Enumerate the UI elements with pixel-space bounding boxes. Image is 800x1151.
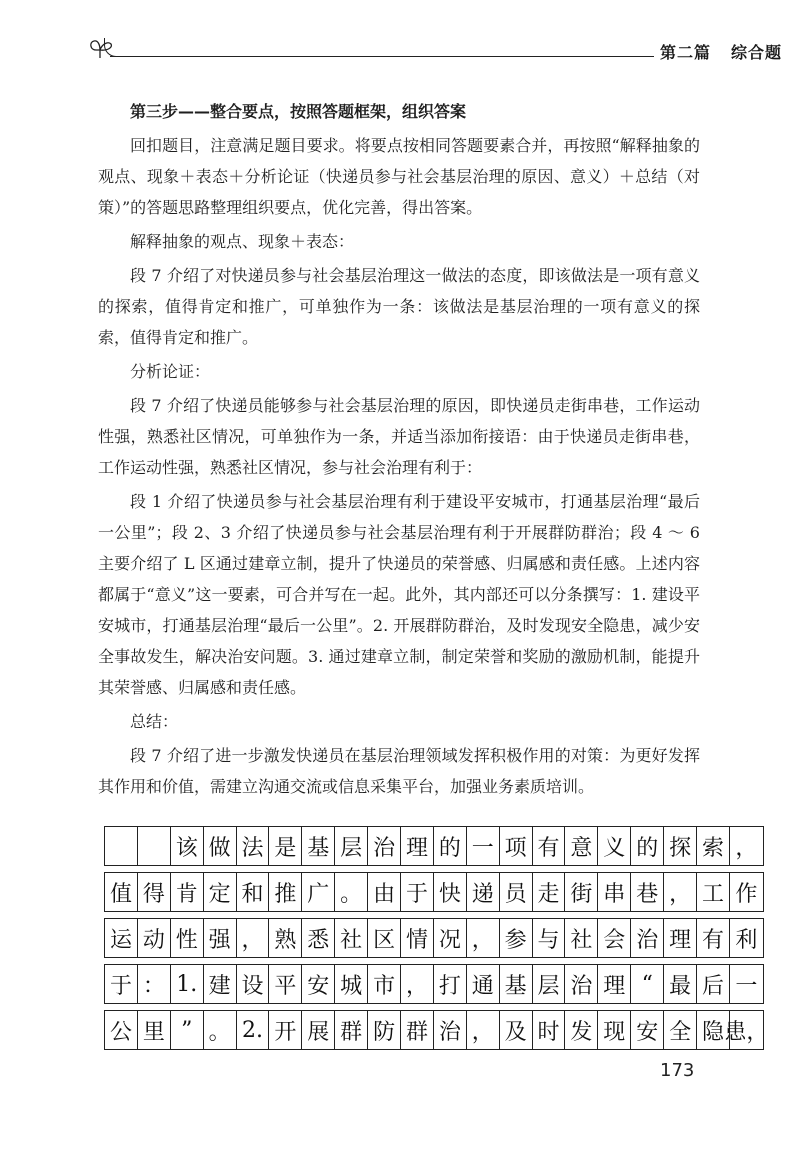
- grid-cell: ，: [237, 919, 270, 957]
- grid-cell: ，: [467, 1011, 500, 1049]
- grid-row: [104, 964, 764, 1004]
- grid-cell: 展: [302, 1011, 335, 1049]
- grid-cell: 悉: [302, 919, 335, 957]
- grid-cell: ，: [467, 919, 500, 957]
- grid-cell: 社: [335, 919, 368, 957]
- grid-cell: 市: [368, 965, 401, 1003]
- grid-cell: 是: [269, 827, 302, 865]
- grid-cell: 走: [533, 873, 566, 911]
- grid-cell: 安: [302, 965, 335, 1003]
- grid-cell: 动: [138, 919, 171, 957]
- grid-cell: 基: [302, 827, 335, 865]
- grid-cell: 情: [401, 919, 434, 957]
- grid-cell: 与: [533, 919, 566, 957]
- paragraph-significance: 段 1 介绍了快递员参与社会基层治理有利于建设平安城市，打通基层治理“最后一公里”；段 2、3 介绍了快递员参与社会基层治理有利于开展群防群治；段 4 ～ 6 主要介绍了 L 区通过建章立制，提升了快递员的荣誉感、归属感和责任感。上述内容都属于“意义”这一要素，可合并写在一起。此外，其内部还可以分条撰写：1. 建设平安城市，打通基层治理“最后一公里”。2. 开展群防群治，及时发现安全隐患，减少安全事故发生，解决治安问题。3. 通过建章立制，制定荣誉和奖励的激励机制，能提升其荣誉感、归属感和责任感。: [98, 492, 700, 697]
- grid-cell: 最: [664, 965, 697, 1003]
- grid-cell: 运: [105, 919, 138, 957]
- grid-cell: [138, 827, 171, 865]
- grid-cell: 有: [533, 827, 566, 865]
- grid-cell: 强: [204, 919, 237, 957]
- grid-cell: 该: [171, 827, 204, 865]
- grid-cell: 开: [269, 1011, 302, 1049]
- grid-cell: 推: [269, 873, 302, 911]
- grid-cell: 平: [269, 965, 302, 1003]
- grid-cell: 索: [697, 827, 730, 865]
- paragraph-attitude: 段 7 介绍了对快递员参与社会基层治理这一做法的态度，即该做法是一项有意义的探索，值得肯定和推广，可单独作为一条：该做法是基层治理的一项有意义的探索，值得肯定和推广。: [98, 266, 700, 347]
- grid-cell: 义: [598, 827, 631, 865]
- grid-cell: 理: [401, 827, 434, 865]
- grid-cell: 发: [565, 1011, 598, 1049]
- grid-cell: ”: [171, 1011, 204, 1049]
- label-explain: 解释抽象的观点、现象＋表态：: [130, 232, 355, 251]
- grid-cell: 有: [697, 919, 730, 957]
- paragraph-reason: 段 7 介绍了快递员能够参与社会基层治理的原因，即快递员走街串巷，工作运动性强，熟悉社区情况，可单独作为一条，并适当添加衔接语：由于快递员走街串巷，工作运动性强，熟悉社区情况，参与社会治理有利于：: [98, 396, 700, 477]
- grid-cell: 通: [467, 965, 500, 1003]
- grid-cell: 的: [631, 827, 664, 865]
- grid-cell: 现: [598, 1011, 631, 1049]
- grid-cell: 探: [664, 827, 697, 865]
- grid-cell: 安: [631, 1011, 664, 1049]
- grid-cell: ，: [401, 965, 434, 1003]
- label-analysis: 分析论证：: [130, 362, 211, 381]
- grid-cell: 的: [434, 827, 467, 865]
- grid-cell: 建: [204, 965, 237, 1003]
- grid-cell: 广: [302, 873, 335, 911]
- grid-cell: 2.: [237, 1011, 270, 1049]
- grid-cell: 熟: [269, 919, 302, 957]
- grid-cell: 工: [697, 873, 730, 911]
- grid-cell: 治: [631, 919, 664, 957]
- grid-cell: 隐: [697, 1011, 730, 1049]
- label-summary: 总结：: [130, 712, 179, 731]
- grid-cell: 况: [434, 919, 467, 957]
- grid-cell: 打: [434, 965, 467, 1003]
- grid-cell: 性: [171, 919, 204, 957]
- paragraph-countermeasure: 段 7 介绍了进一步激发快递员在基层治理领域发挥积极作用的对策：为更好发挥其作用和价值，需建立沟通交流或信息采集平台，加强业务素质培训。: [98, 746, 700, 796]
- grid-cell: “: [631, 965, 664, 1003]
- grid-cell: 里: [138, 1011, 171, 1049]
- grid-row: [104, 1010, 769, 1050]
- grid-cell: 街: [565, 873, 598, 911]
- grid-cell: 及: [500, 1011, 533, 1049]
- grid-cell: 时: [533, 1011, 566, 1049]
- grid-cell: 法: [237, 827, 270, 865]
- grid-cell: 递: [467, 873, 500, 911]
- grid-cell: 防: [368, 1011, 401, 1049]
- grid-cell: ，: [735, 835, 758, 861]
- grid-cell: 理: [598, 965, 631, 1003]
- grid-cell: 治: [434, 1011, 467, 1049]
- section-title: [660, 40, 782, 63]
- grid-cell: 得: [138, 873, 171, 911]
- page-number: 173: [660, 1060, 695, 1081]
- grid-cell: 社: [565, 919, 598, 957]
- grid-cell: 于: [401, 873, 434, 911]
- grid-cell: 城: [335, 965, 368, 1003]
- grid-cell: 后: [697, 965, 730, 1003]
- grid-cell: 巷: [631, 873, 664, 911]
- grid-cell: 。: [204, 1011, 237, 1049]
- page-header: [88, 36, 783, 76]
- grid-cell: 定: [204, 873, 237, 911]
- grid-cell: 患，: [724, 1019, 769, 1045]
- grid-cell: 项: [500, 827, 533, 865]
- grid-cell: 理: [664, 919, 697, 957]
- grid-cell: 1.: [171, 965, 204, 1003]
- paragraph-intro: 回扣题目，注意满足题目要求。将要点按相同答题要素合并，再按照“解释抽象的观点、现象＋表态＋分析论证（快递员参与社会基层治理的原因、意义）＋总结（对策）”的答题思路整理组织要点，优化完善，得出答案。: [98, 136, 700, 217]
- grid-row: [104, 826, 764, 866]
- grid-cell: 群: [335, 1011, 368, 1049]
- step-heading: 第三步——整合要点，按照答题框架，组织答案: [130, 102, 467, 121]
- grid-cell: 。: [335, 873, 368, 911]
- grid-cell: 治: [565, 965, 598, 1003]
- grid-cell: 和: [237, 873, 270, 911]
- grid-cell: 值: [105, 873, 138, 911]
- part-label: 第二篇: [660, 43, 712, 62]
- grid-cell: 设: [237, 965, 270, 1003]
- grid-cell: 利: [735, 927, 758, 953]
- grid-cell: 于: [105, 965, 138, 1003]
- page-body: [98, 96, 700, 802]
- section-label: 综合题: [731, 43, 783, 62]
- grid-cell: [105, 827, 138, 865]
- grid-cell: 一: [735, 973, 758, 999]
- grid-cell: 快: [434, 873, 467, 911]
- grid-cell: 基: [500, 965, 533, 1003]
- grid-cell: 串: [598, 873, 631, 911]
- grid-cell: 做: [204, 827, 237, 865]
- grid-cell: 作: [735, 881, 758, 907]
- grid-row: [104, 872, 764, 912]
- grid-cell: 员: [500, 873, 533, 911]
- grid-cell: 全: [664, 1011, 697, 1049]
- grid-cell: 由: [368, 873, 401, 911]
- grid-cell: 一: [467, 827, 500, 865]
- grid-cell: 会: [598, 919, 631, 957]
- grid-cell: 层: [533, 965, 566, 1003]
- grid-row: [104, 918, 764, 958]
- grid-cell: ，: [664, 873, 697, 911]
- grid-cell: ：: [138, 965, 171, 1003]
- grid-cell: 意: [565, 827, 598, 865]
- grid-cell: 治: [368, 827, 401, 865]
- header-rule: [110, 56, 654, 57]
- grid-cell: 层: [335, 827, 368, 865]
- grid-cell: 群: [401, 1011, 434, 1049]
- grid-cell: 参: [500, 919, 533, 957]
- grid-cell: 公: [105, 1011, 138, 1049]
- grid-cell: 区: [368, 919, 401, 957]
- grid-cell: 肯: [171, 873, 204, 911]
